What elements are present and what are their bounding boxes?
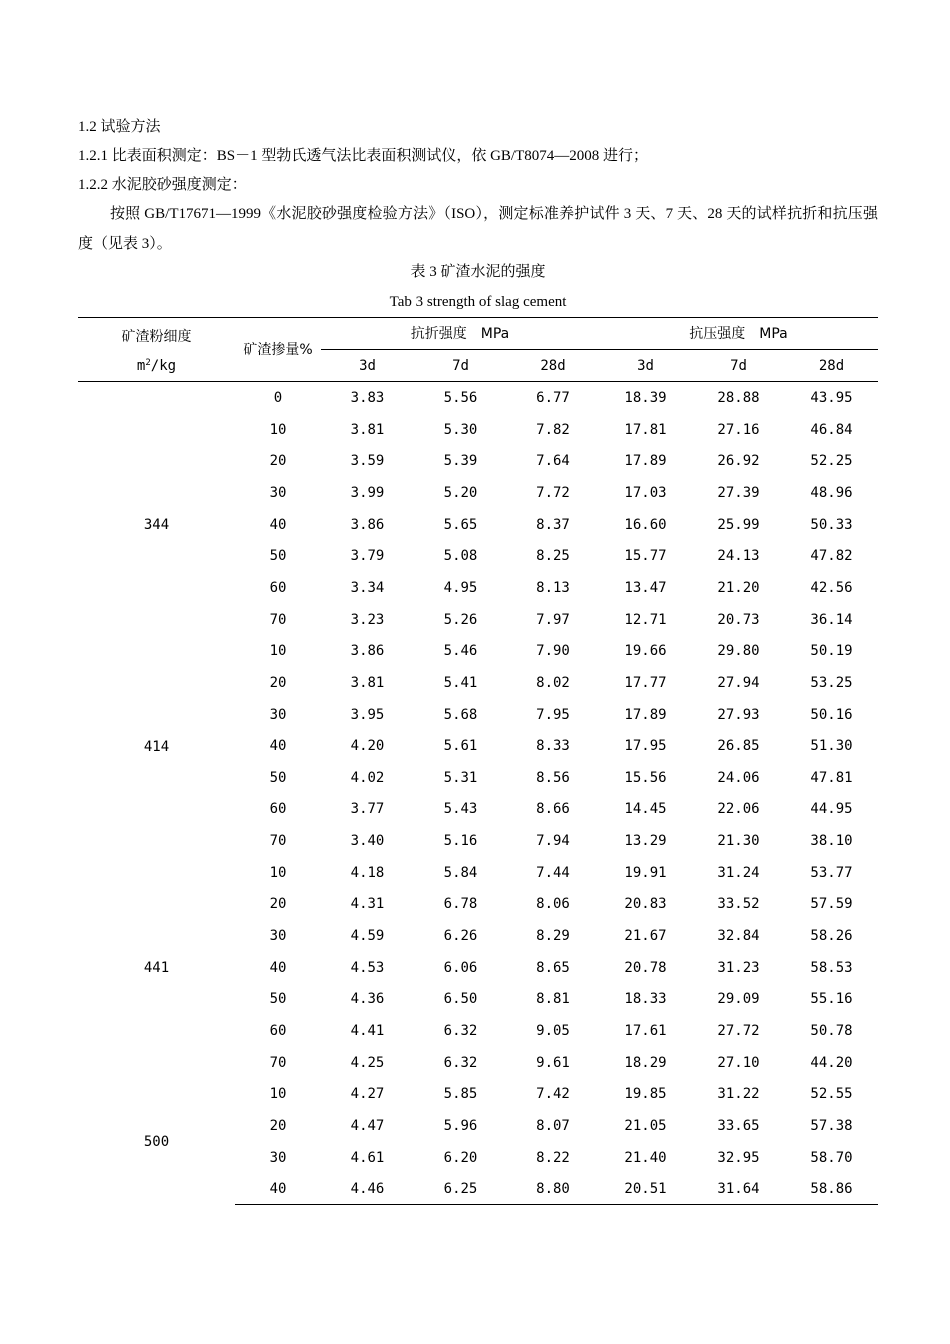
dosage-cell: 30: [269, 706, 287, 723]
dosage-cell: 30: [269, 484, 287, 501]
flexural-28d-cell: 7.42: [536, 1086, 570, 1103]
strength-table: [78, 317, 878, 1207]
flexural-7d-cell: 4.95: [443, 579, 478, 596]
compressive-3d-cell: 19.66: [624, 643, 667, 660]
compressive-7d-cell: 22.06: [717, 801, 760, 818]
compressive-28d-cell: 47.81: [810, 769, 853, 786]
compressive-3d-cell: 17.03: [624, 484, 667, 501]
flexural-3d-cell: 4.59: [350, 928, 385, 944]
dosage-cell: 60: [269, 579, 287, 596]
compressive-7d-cell: 28.88: [717, 390, 760, 406]
dosage-cell: 0: [273, 390, 283, 406]
compressive-28d-cell: 50.16: [810, 706, 853, 723]
dosage-cell: 30: [269, 928, 287, 944]
table-bottom-rule: [235, 1204, 878, 1205]
compressive-7d-cell: 31.23: [717, 959, 760, 976]
dosage-cell: 40: [269, 1181, 287, 1198]
flexural-28d-cell: 8.02: [536, 674, 570, 691]
flexural-7d-cell: 5.65: [443, 516, 478, 533]
compressive-7d-cell: 33.65: [717, 1117, 760, 1134]
header-age-compressive-7d: 7d: [730, 358, 747, 374]
header-fineness: 矿渣粉细度: [121, 329, 192, 345]
compressive-7d-cell: 32.95: [717, 1149, 760, 1166]
flexural-3d-cell: 4.20: [350, 738, 385, 755]
fineness-cell: 500: [143, 1134, 170, 1150]
flexural-7d-cell: 5.46: [443, 643, 478, 660]
table-caption-cn: 表 3 矿渣水泥的强度: [410, 264, 546, 280]
flexural-3d-cell: 3.34: [350, 579, 385, 596]
header-age-compressive-3d: 3d: [637, 358, 654, 374]
flexural-7d-cell: 6.32: [443, 1023, 478, 1039]
compressive-7d-cell: 31.64: [717, 1181, 760, 1198]
flexural-7d-cell: 5.41: [443, 674, 478, 691]
compressive-3d-cell: 21.05: [624, 1117, 667, 1134]
header-flexural: 抗折强度 MPa: [410, 326, 510, 342]
flexural-28d-cell: 8.25: [536, 548, 570, 565]
compressive-3d-cell: 13.29: [624, 833, 667, 850]
flexural-28d-cell: 8.33: [536, 738, 570, 755]
table-caption-en: Tab 3 strength of slag cement: [389, 294, 567, 310]
compressive-28d-cell: 44.95: [810, 801, 853, 818]
compressive-7d-cell: 25.99: [717, 516, 760, 533]
compressive-7d-cell: 33.52: [717, 896, 760, 913]
compressive-3d-cell: 17.77: [624, 674, 667, 691]
flexural-7d-cell: 6.25: [443, 1181, 478, 1198]
flexural-7d-cell: 5.16: [443, 833, 478, 850]
flexural-28d-cell: 8.65: [536, 959, 570, 976]
compressive-28d-cell: 50.78: [810, 1023, 853, 1039]
dosage-cell: 60: [269, 1023, 287, 1039]
flexural-3d-cell: 4.61: [350, 1149, 385, 1166]
header-bottom-rule: [78, 381, 878, 382]
compressive-3d-cell: 15.56: [624, 769, 667, 786]
compressive-3d-cell: 12.71: [624, 611, 667, 628]
section-heading-1-2-2: 1.2.2 水泥胶砂强度测定：: [78, 177, 247, 193]
fineness-cell: 414: [143, 739, 170, 755]
compressive-3d-cell: 19.91: [624, 864, 667, 881]
flexural-3d-cell: 3.99: [350, 484, 385, 501]
compressive-3d-cell: 17.61: [624, 1023, 667, 1039]
dosage-cell: 10: [269, 421, 287, 438]
dosage-cell: 50: [269, 769, 287, 786]
header-compressive: 抗压强度 MPa: [689, 326, 788, 342]
compressive-3d-cell: 17.89: [624, 453, 667, 470]
compressive-28d-cell: 58.26: [810, 928, 853, 944]
flexural-28d-cell: 9.05: [536, 1023, 570, 1039]
compressive-7d-cell: 27.94: [717, 674, 760, 691]
compressive-28d-cell: 52.55: [810, 1086, 853, 1103]
flexural-3d-cell: 4.27: [350, 1086, 385, 1103]
compressive-28d-cell: 47.82: [810, 548, 853, 565]
compressive-28d-cell: 53.77: [810, 864, 853, 881]
dosage-cell: 10: [269, 864, 287, 881]
flexural-3d-cell: 3.83: [350, 390, 385, 406]
flexural-28d-cell: 8.06: [536, 896, 570, 913]
compressive-28d-cell: 44.20: [810, 1054, 853, 1071]
flexural-3d-cell: 4.41: [350, 1023, 385, 1039]
compressive-3d-cell: 13.47: [624, 579, 667, 596]
compressive-3d-cell: 17.81: [624, 421, 667, 438]
flexural-28d-cell: 8.22: [536, 1149, 570, 1166]
header-age-flexural-3d: 3d: [359, 358, 376, 374]
compressive-7d-cell: 27.16: [717, 421, 760, 438]
compressive-7d-cell: 32.84: [717, 928, 760, 944]
compressive-7d-cell: 26.92: [717, 453, 760, 470]
flexural-3d-cell: 3.86: [350, 643, 385, 660]
flexural-28d-cell: 7.72: [536, 484, 570, 501]
compressive-28d-cell: 46.84: [810, 421, 853, 438]
compressive-7d-cell: 26.85: [717, 738, 760, 755]
compressive-3d-cell: 18.33: [624, 991, 667, 1008]
flexural-3d-cell: 4.31: [350, 896, 385, 913]
flexural-7d-cell: 5.30: [443, 421, 478, 438]
flexural-7d-cell: 5.08: [443, 548, 478, 565]
compressive-28d-cell: 58.86: [810, 1181, 853, 1198]
flexural-7d-cell: 6.32: [443, 1054, 478, 1071]
fineness-cell: 344: [143, 517, 170, 533]
header-age-flexural-7d: 7d: [452, 358, 469, 374]
compressive-3d-cell: 18.29: [624, 1054, 667, 1071]
flexural-3d-cell: 3.77: [350, 801, 385, 818]
dosage-cell: 10: [269, 1086, 287, 1103]
dosage-cell: 40: [269, 738, 287, 755]
flexural-3d-cell: 4.25: [350, 1054, 385, 1071]
flexural-7d-cell: 5.61: [443, 738, 478, 755]
flexural-28d-cell: 7.97: [536, 611, 570, 628]
flexural-3d-cell: 4.47: [350, 1117, 385, 1134]
dosage-cell: 40: [269, 959, 287, 976]
flexural-28d-cell: 6.77: [536, 390, 570, 406]
compressive-28d-cell: 53.25: [810, 674, 853, 691]
header-dosage: 矿渣掺量%: [243, 342, 313, 358]
compressive-3d-cell: 20.78: [624, 959, 667, 976]
flexural-28d-cell: 9.61: [536, 1054, 570, 1071]
compressive-28d-cell: 57.38: [810, 1117, 853, 1134]
flexural-3d-cell: 4.02: [350, 769, 385, 786]
compressive-3d-cell: 14.45: [624, 801, 667, 818]
flexural-7d-cell: 5.39: [443, 453, 478, 470]
flexural-28d-cell: 8.29: [536, 928, 570, 944]
dosage-cell: 50: [269, 991, 287, 1008]
flexural-7d-cell: 5.20: [443, 484, 478, 501]
compressive-7d-cell: 27.93: [717, 706, 760, 723]
flexural-3d-cell: 3.95: [350, 706, 385, 723]
flexural-28d-cell: 8.13: [536, 579, 570, 596]
flexural-7d-cell: 5.31: [443, 769, 478, 786]
compressive-7d-cell: 24.06: [717, 769, 760, 786]
flexural-28d-cell: 7.90: [536, 643, 570, 660]
dosage-cell: 50: [269, 548, 287, 565]
dosage-cell: 10: [269, 643, 287, 660]
flexural-28d-cell: 8.56: [536, 769, 570, 786]
flexural-3d-cell: 3.86: [350, 516, 385, 533]
flexural-28d-cell: 7.64: [536, 453, 570, 470]
flexural-28d-cell: 7.44: [536, 864, 570, 881]
flexural-28d-cell: 8.37: [536, 516, 570, 533]
flexural-7d-cell: 5.85: [443, 1086, 478, 1103]
dosage-cell: 30: [269, 1149, 287, 1166]
compressive-28d-cell: 55.16: [810, 991, 853, 1008]
flexural-3d-cell: 4.36: [350, 991, 385, 1008]
dosage-cell: 20: [269, 674, 287, 691]
flexural-7d-cell: 6.78: [443, 896, 478, 913]
compressive-28d-cell: 48.96: [810, 484, 853, 501]
flexural-7d-cell: 6.26: [443, 928, 478, 944]
compressive-7d-cell: 24.13: [717, 548, 760, 565]
flexural-7d-cell: 6.50: [443, 991, 478, 1008]
compressive-28d-cell: 36.14: [810, 611, 853, 628]
flexural-28d-cell: 8.07: [536, 1117, 570, 1134]
dosage-cell: 70: [269, 611, 287, 628]
compressive-7d-cell: 20.73: [717, 611, 760, 628]
compressive-3d-cell: 18.39: [624, 390, 667, 406]
compressive-28d-cell: 57.59: [810, 896, 853, 913]
section-heading-1-2-1: 1.2.1 比表面积测定：BS－1 型勃氏透气法比表面积测试仪，依 GB/T8074—2008 进行；: [78, 148, 649, 164]
flexural-7d-cell: 5.68: [443, 706, 478, 723]
method-paragraph: 按照 GB/T17671—1999《水泥胶砂强度检验方法》（ISO），测定标准养护试件 3 天、7 天、28 天的试样抗折和抗压强度（见表 3）。: [78, 206, 878, 252]
flexural-28d-cell: 7.82: [536, 421, 570, 438]
header-divider-rule: [321, 349, 878, 350]
fineness-cell: 441: [143, 960, 170, 976]
dosage-cell: 20: [269, 453, 287, 470]
compressive-28d-cell: 43.95: [810, 390, 853, 406]
compressive-3d-cell: 21.40: [624, 1149, 667, 1166]
flexural-7d-cell: 5.26: [443, 611, 478, 628]
flexural-7d-cell: 5.43: [443, 801, 478, 818]
dosage-cell: 60: [269, 801, 287, 818]
flexural-28d-cell: 8.81: [536, 991, 570, 1008]
flexural-3d-cell: 3.81: [350, 421, 385, 438]
compressive-3d-cell: 15.77: [624, 548, 667, 565]
compressive-7d-cell: 21.30: [717, 833, 760, 850]
compressive-28d-cell: 42.56: [810, 579, 853, 596]
compressive-3d-cell: 20.83: [624, 896, 667, 913]
flexural-3d-cell: 4.53: [350, 959, 385, 976]
dosage-cell: 70: [269, 1054, 287, 1071]
compressive-7d-cell: 27.39: [717, 484, 760, 501]
compressive-28d-cell: 50.33: [810, 516, 853, 533]
compressive-7d-cell: 27.72: [717, 1023, 760, 1039]
flexural-7d-cell: 6.20: [443, 1149, 478, 1166]
compressive-7d-cell: 27.10: [717, 1054, 760, 1071]
flexural-7d-cell: 6.06: [443, 959, 478, 976]
flexural-28d-cell: 8.80: [536, 1181, 570, 1198]
flexural-3d-cell: 3.23: [350, 611, 385, 628]
compressive-3d-cell: 19.85: [624, 1086, 667, 1103]
dosage-cell: 20: [269, 1117, 287, 1134]
compressive-7d-cell: 29.80: [717, 643, 760, 660]
compressive-7d-cell: 31.22: [717, 1086, 760, 1103]
flexural-28d-cell: 8.66: [536, 801, 570, 818]
compressive-7d-cell: 29.09: [717, 991, 760, 1008]
compressive-3d-cell: 20.51: [624, 1181, 667, 1198]
flexural-3d-cell: 3.81: [350, 674, 385, 691]
compressive-7d-cell: 31.24: [717, 864, 760, 881]
compressive-3d-cell: 21.67: [624, 928, 667, 944]
dosage-cell: 40: [269, 516, 287, 533]
compressive-3d-cell: 17.89: [624, 706, 667, 723]
dosage-cell: 70: [269, 833, 287, 850]
flexural-3d-cell: 3.59: [350, 453, 385, 470]
flexural-3d-cell: 3.40: [350, 833, 385, 850]
flexural-28d-cell: 7.94: [536, 833, 570, 850]
header-age-compressive-28d: 28d: [818, 358, 845, 374]
compressive-28d-cell: 52.25: [810, 453, 853, 470]
dosage-cell: 20: [269, 896, 287, 913]
flexural-28d-cell: 7.95: [536, 706, 570, 723]
table-top-rule: [78, 317, 878, 318]
header-fineness-unit: $m^2/kg$: [136, 358, 177, 374]
compressive-3d-cell: 17.95: [624, 738, 667, 755]
flexural-3d-cell: 3.79: [350, 548, 385, 565]
compressive-7d-cell: 21.20: [717, 579, 760, 596]
compressive-28d-cell: 38.10: [810, 833, 853, 850]
compressive-28d-cell: 58.70: [810, 1149, 853, 1166]
flexural-7d-cell: 5.56: [443, 390, 478, 406]
flexural-7d-cell: 5.84: [443, 864, 478, 881]
flexural-3d-cell: 4.46: [350, 1181, 385, 1198]
compressive-28d-cell: 50.19: [810, 643, 853, 660]
compressive-28d-cell: 58.53: [810, 959, 853, 976]
header-age-flexural-28d: 28d: [540, 358, 566, 374]
flexural-3d-cell: 4.18: [350, 864, 385, 881]
section-heading-1-2: 1.2 试验方法: [78, 119, 161, 135]
flexural-7d-cell: 5.96: [443, 1117, 478, 1134]
compressive-28d-cell: 51.30: [810, 738, 853, 755]
compressive-3d-cell: 16.60: [624, 516, 667, 533]
